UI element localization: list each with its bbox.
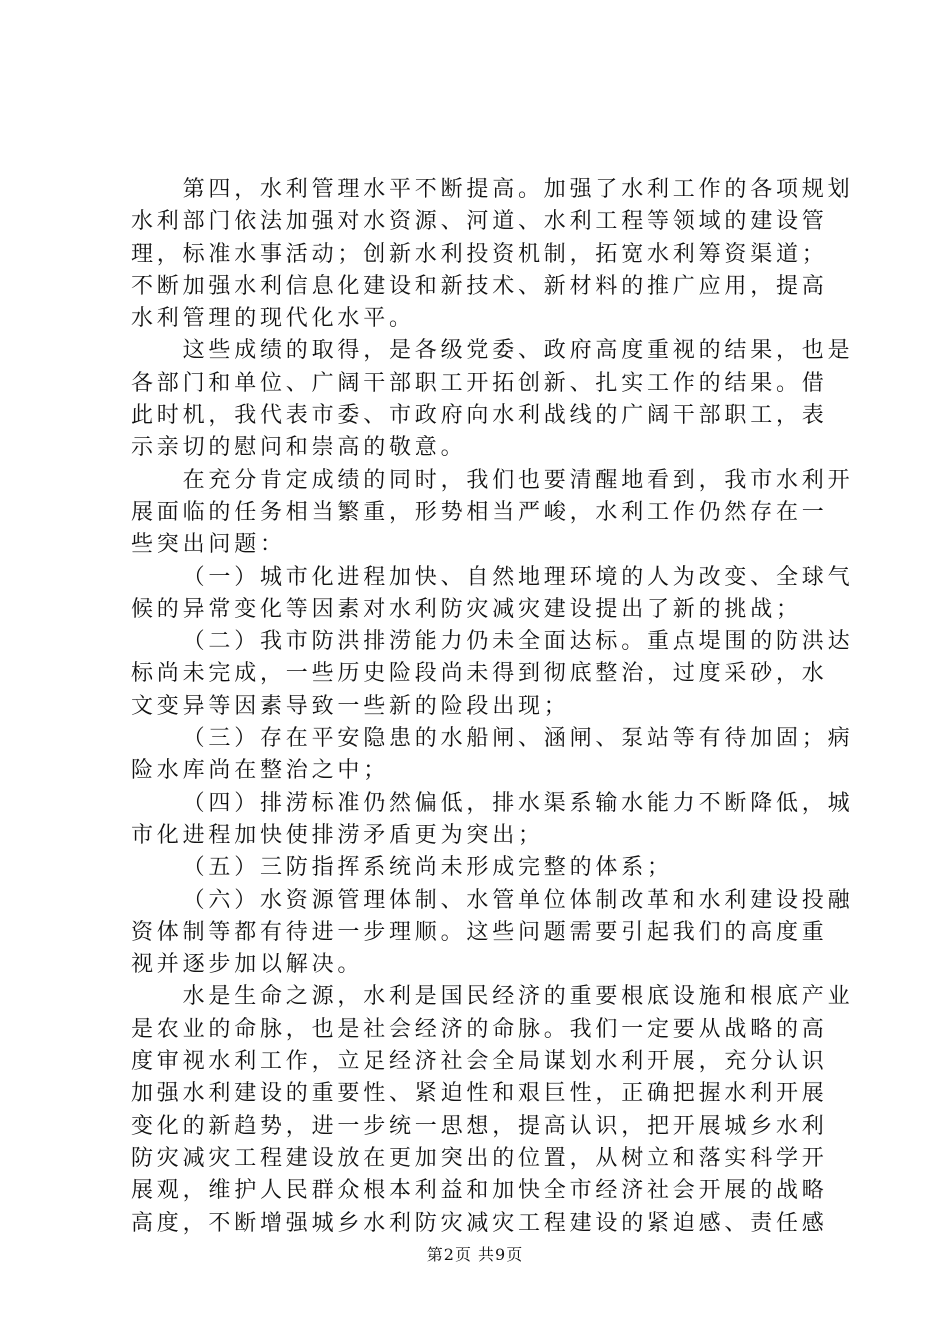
text-line: 第四，水利管理水平不断提高。加强了水利工作的各项规划 bbox=[182, 177, 854, 202]
problem-item-4 bbox=[131, 788, 854, 853]
text-line: 在充分肯定成绩的同时，我们也要清醒地看到，我市水利开 bbox=[182, 467, 854, 493]
text-line: 展观，维护人民群众根本利益和加快全市经济社会开展的战略 bbox=[131, 1178, 828, 1204]
text-line: 度审视水利工作，立足经济社会全局谋划水利开展，充分认识 bbox=[131, 1049, 828, 1075]
text-line: 这些成绩的取得，是各级党委、政府高度重视的结果，也是 bbox=[182, 338, 854, 364]
problem-item-1 bbox=[131, 562, 854, 627]
text-line: 是农业的命脉，也是社会经济的命脉。我们一定要从战略的高 bbox=[131, 1016, 828, 1042]
text-line: （六）水资源管理体制、水管单位体制改革和水利建设投融 bbox=[182, 887, 854, 913]
text-line: （三）存在平安隐患的水船闸、涵闸、泵站等有待加固；病 bbox=[182, 726, 854, 752]
text-line: 理，标准水事活动；创新水利投资机制，拓宽水利筹资渠道； bbox=[131, 241, 828, 267]
problem-item-3 bbox=[131, 723, 854, 788]
text-line: 水利管理的现代化水平。 bbox=[131, 306, 415, 332]
text-line: 此时机，我代表市委、市政府向水利战线的广阔干部职工，表 bbox=[131, 403, 828, 429]
paragraph-achievements bbox=[131, 335, 854, 464]
text-line: 文变异等因素导致一些新的险段出现； bbox=[131, 693, 570, 719]
text-line: 标尚未完成，一些历史险段尚未得到彻底整治，过度采砂，水 bbox=[131, 661, 828, 687]
text-line: 加强水利建设的重要性、紧迫性和艰巨性，正确把握水利开展 bbox=[131, 1081, 828, 1107]
text-line: 市化进程加快使排涝矛盾更为突出； bbox=[131, 822, 544, 848]
paragraph-water-importance bbox=[131, 981, 854, 1239]
text-line: 高度，不断增强城乡水利防灾减灾工程建设的紧迫感、责任感 bbox=[131, 1210, 828, 1236]
paragraph-water-management bbox=[131, 174, 854, 335]
page-number-footer: 第2页 共9页 bbox=[426, 1245, 524, 1264]
text-line: 各部门和单位、广阔干部职工开拓创新、扎实工作的结果。借 bbox=[131, 370, 828, 396]
text-line: （一）城市化进程加快、自然地理环境的人为改变、全球气 bbox=[182, 564, 854, 590]
text-line: 候的异常变化等因素对水利防灾减灾建设提出了新的挑战； bbox=[131, 596, 802, 622]
text-line: （四）排涝标准仍然偏低，排水渠系输水能力不断降低，城 bbox=[182, 790, 854, 816]
text-line: 示亲切的慰问和崇高的敬意。 bbox=[131, 435, 467, 461]
text-line: 展面临的任务相当繁重，形势相当严峻，水利工作仍然存在一 bbox=[131, 499, 828, 525]
text-line: 水是生命之源，水利是国民经济的重要根底设施和根底产业 bbox=[182, 984, 854, 1010]
text-line: 变化的新趋势，进一步统一思想，提高认识，把开展城乡水利 bbox=[131, 1113, 828, 1139]
text-line: （五）三防指挥系统尚未形成完整的体系； bbox=[182, 855, 673, 881]
text-line: 资体制等都有待进一步理顺。这些问题需要引起我们的高度重 bbox=[131, 919, 828, 945]
text-line: 些突出问题： bbox=[131, 532, 286, 558]
paragraph-problems-intro bbox=[131, 465, 854, 562]
text-line: 水利部门依法加强对水资源、河道、水利工程等领域的建设管 bbox=[131, 209, 828, 235]
text-line: 不断加强水利信息化建设和新技术、新材料的推广应用，提高 bbox=[131, 273, 828, 299]
text-line: 视并逐步加以解决。 bbox=[131, 952, 364, 978]
problem-item-6 bbox=[131, 885, 854, 982]
problem-item-5 bbox=[131, 852, 831, 884]
problem-item-2 bbox=[131, 626, 854, 723]
text-line: （二）我市防洪排涝能力仍未全面达标。重点堤围的防洪达 bbox=[182, 629, 854, 655]
document-body bbox=[131, 174, 854, 1240]
text-line: 险水库尚在整治之中； bbox=[131, 758, 390, 784]
text-line: 防灾减灾工程建设放在更加突出的位置，从树立和落实科学开 bbox=[131, 1145, 828, 1171]
